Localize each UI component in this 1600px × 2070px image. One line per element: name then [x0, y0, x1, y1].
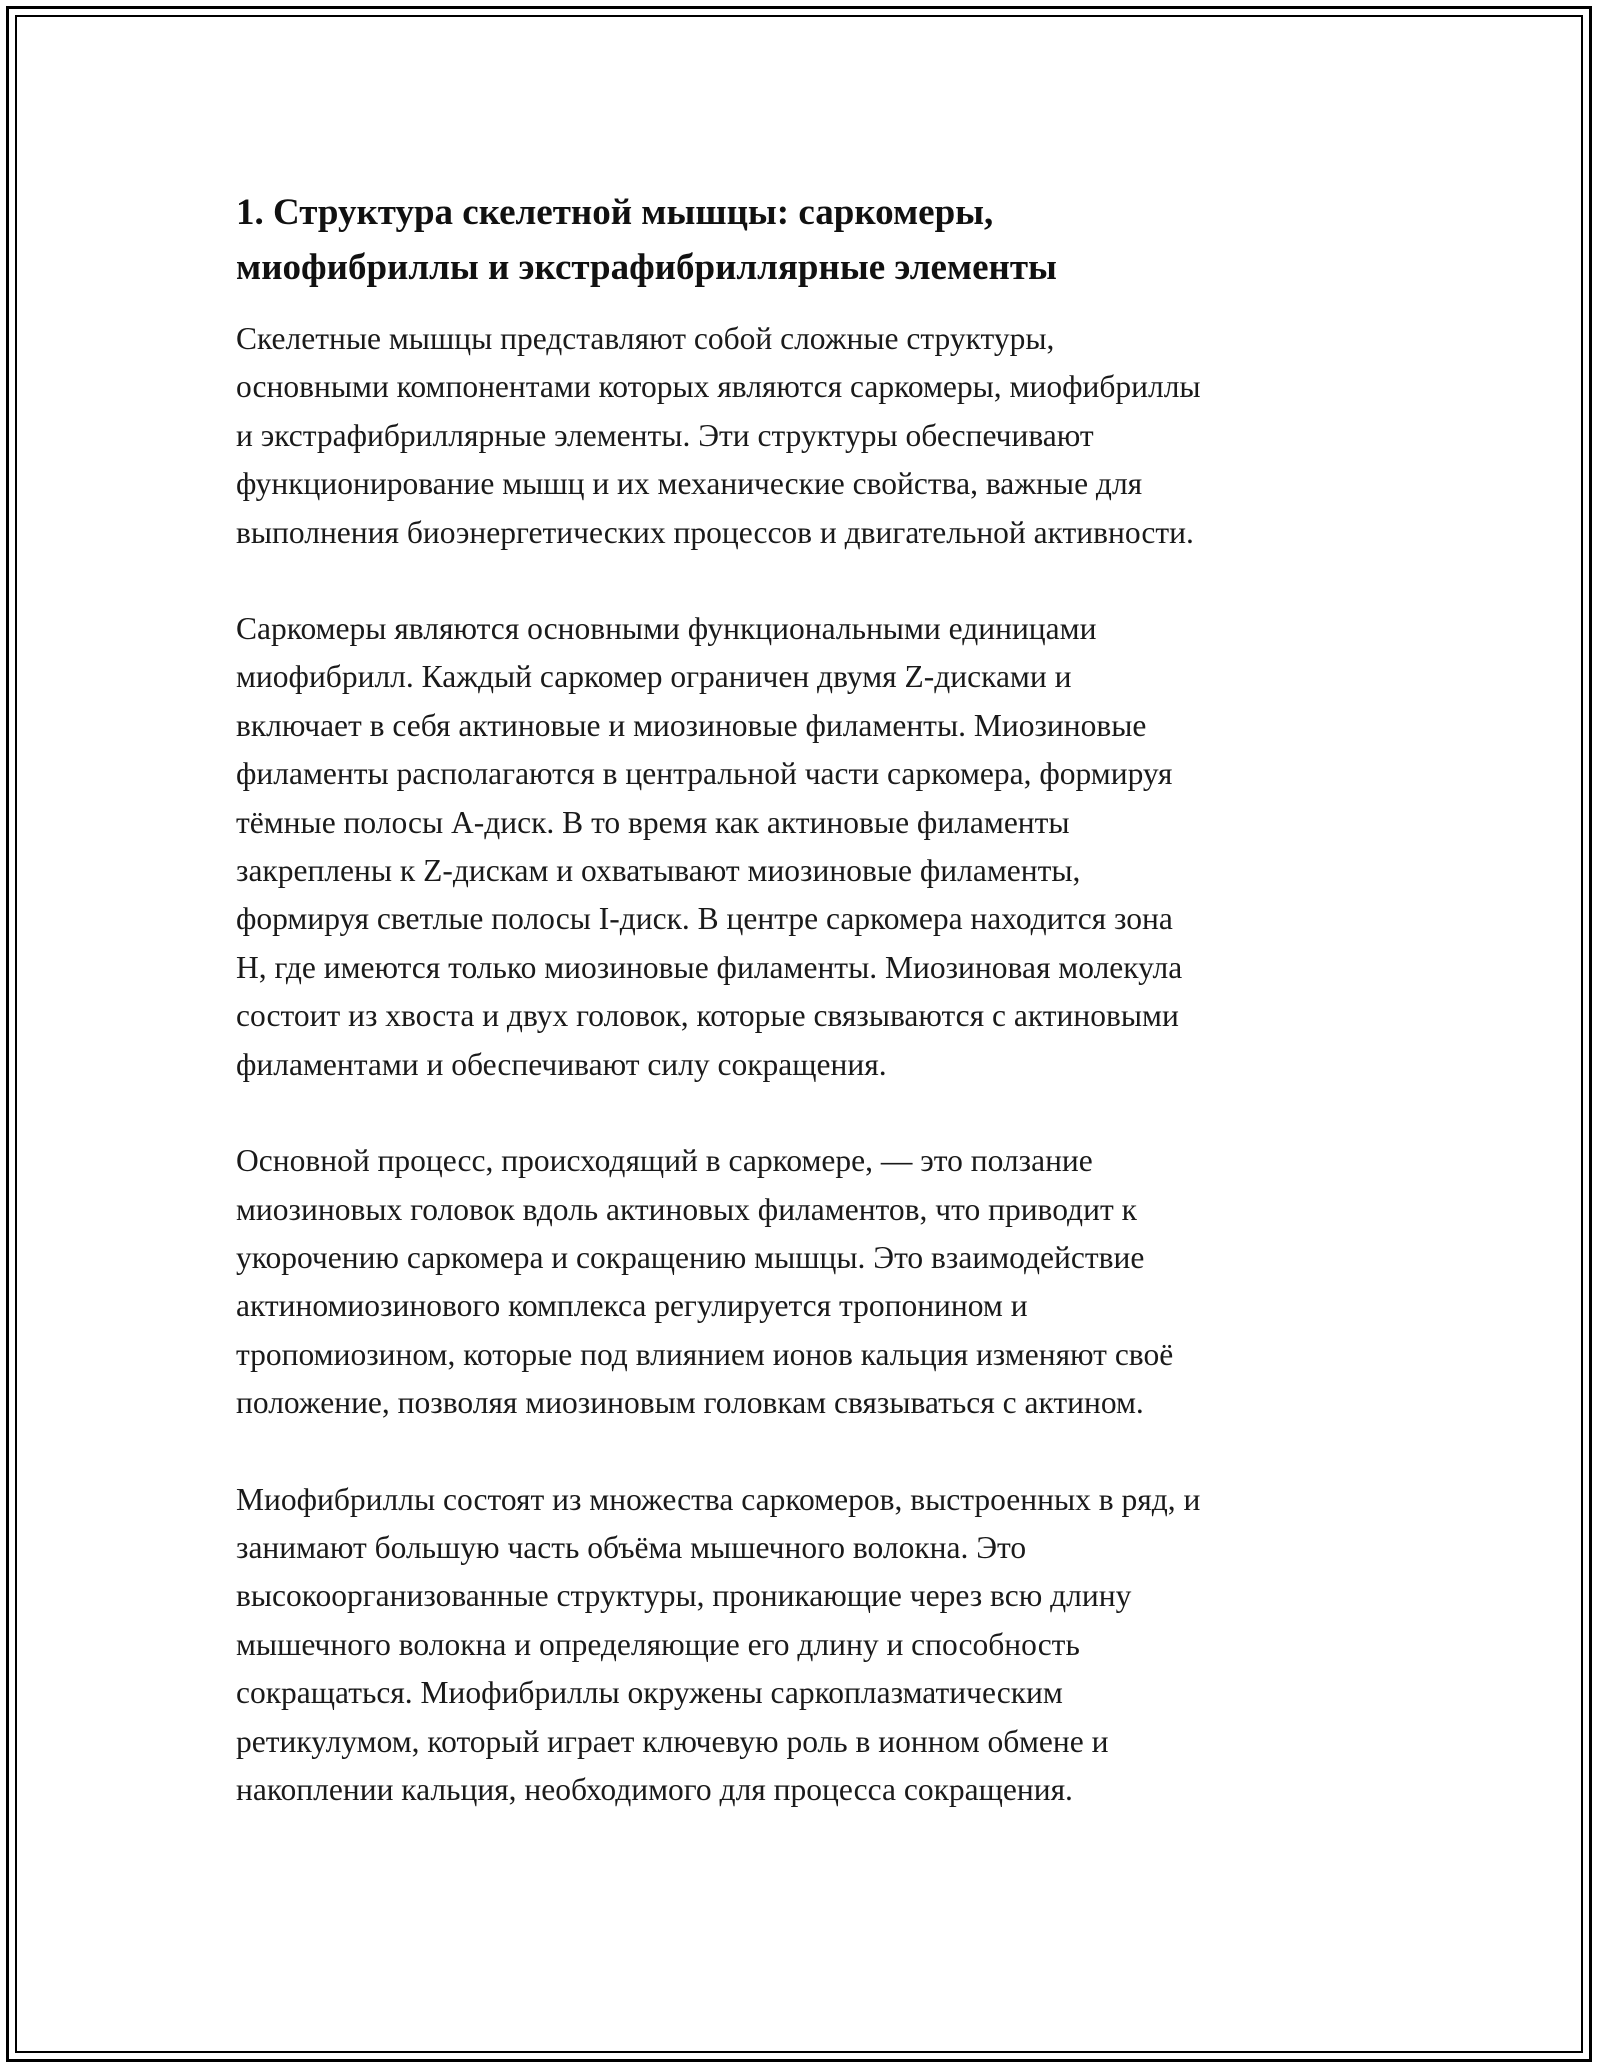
text-line: мышечного волокна и определяющие его длину и способность [236, 1626, 1080, 1662]
text-line: состоит из хвоста и двух головок, которые связываются с актиновыми [236, 998, 1179, 1034]
text-line: актиномиозинового комплекса регулируется тропонином и [236, 1288, 1028, 1324]
text-line: сокращаться. Миофибриллы окружены саркоплазматическим [236, 1675, 1063, 1711]
heading-line: миофибриллы и экстрафибриллярные элементы [236, 247, 1057, 288]
text-line: ретикулумом, который играет ключевую роль в ионном обмене и [236, 1723, 1109, 1759]
text-line: формируя светлые полосы I-диск. В центре саркомера находится зона [236, 901, 1173, 937]
text-line: занимают большую часть объёма мышечного волокна. Это [236, 1529, 1027, 1565]
text-line: Основной процесс, происходящий в саркомере, — это ползание [236, 1143, 1093, 1179]
text-line: высокоорганизованные структуры, проникающие через всю длину [236, 1578, 1132, 1614]
text-line: основными компонентами которых являются саркомеры, миофибриллы [236, 369, 1201, 405]
section-heading [236, 185, 1396, 295]
text-line: закреплены к Z-дискам и охватывают миозиновые филаменты, [236, 853, 1081, 889]
text-line: накоплении кальция, необходимого для процесса сокращения. [236, 1771, 1073, 1807]
text-line: Скелетные мышцы представляют собой сложные структуры, [236, 321, 1055, 356]
text-line: положение, позволяя миозиновым головкам связываться с актином. [236, 1385, 1144, 1421]
text-line: функционирование мышц и их механические свойства, важные для [236, 466, 1143, 502]
text-line: выполнения биоэнергетических процессов и двигательной активности. [236, 514, 1194, 550]
text-line: и экстрафибриллярные элементы. Эти структуры обеспечивают [236, 417, 1094, 453]
paragraph-intro [236, 315, 1396, 557]
text-line: Саркомеры являются основными функциональными единицами [236, 611, 1097, 647]
text-line: филаменты располагаются в центральной части саркомера, формируя [236, 756, 1173, 792]
heading-line: 1. Структура скелетной мышцы: саркомеры, [236, 192, 994, 233]
text-line: тёмные полосы А-диск. В то время как актиновые филаменты [236, 804, 1070, 840]
paragraph-contraction [236, 1137, 1396, 1427]
paragraph-myofibrils [236, 1476, 1396, 1815]
text-line: H, где имеются только миозиновые филаменты. Миозиновая молекула [236, 949, 1183, 985]
document-body [236, 185, 1396, 1862]
text-line: тропомиозином, которые под влиянием ионов кальция изменяют своё [236, 1336, 1174, 1372]
paragraph-sarcomeres [236, 605, 1396, 1089]
text-line: Миофибриллы состоят из множества саркомеров, выстроенных в ряд, и [236, 1481, 1201, 1517]
text-line: миозиновых головок вдоль актиновых филаментов, что приводит к [236, 1191, 1137, 1227]
text-line: включает в себя актиновые и миозиновые филаменты. Миозиновые [236, 707, 1147, 743]
text-line: миофибрилл. Каждый саркомер ограничен двумя Z-дисками и [236, 659, 1072, 695]
text-line: филаментами и обеспечивают силу сокращения. [236, 1046, 887, 1082]
text-line: укорочению саркомера и сокращению мышцы. Это взаимодействие [236, 1239, 1145, 1275]
